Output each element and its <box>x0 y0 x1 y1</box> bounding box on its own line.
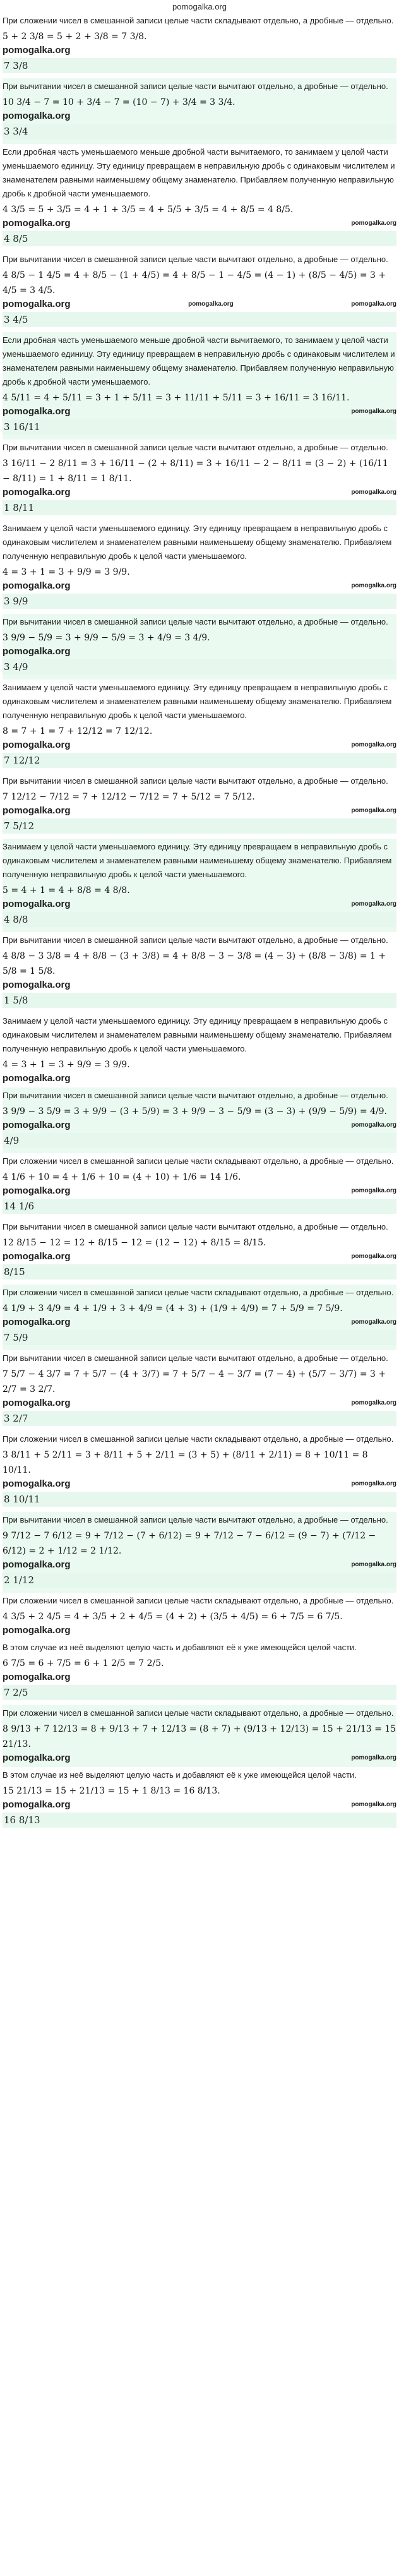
explanation-text: При сложении чисел в смешанной записи целые части складывают отдельно, а дробные — отдельно. <box>3 1708 394 1718</box>
watermark-text: pomogalka.org <box>351 807 396 814</box>
math-expression: 4 8/8 − 3 3/8 = 4 + 8/8 − (3 + 3/8) = 4 + 8/8 − 3 − 3/8 = (4 − 3) + (8/8 − 3/8) = 1 + 5/8 = 1 5/8. <box>3 951 386 976</box>
answer-highlight: 14 1/6 <box>3 1199 396 1214</box>
watermark-text: pomogalka.org <box>351 408 396 415</box>
answer-highlight: 3 3/4 <box>3 124 396 139</box>
answer-highlight: 8 10/11 <box>3 1492 396 1507</box>
answer-highlight: 3 16/11 <box>3 419 396 434</box>
watermark-text: pomogalka.org <box>188 301 234 308</box>
watermark-row <box>3 805 396 817</box>
solution-step <box>3 520 396 614</box>
answer-highlight: 4 8/5 <box>3 231 396 246</box>
solution-step <box>3 1285 396 1350</box>
math-expression: 4 3/5 + 2 4/5 = 4 + 3/5 + 2 + 4/5 = (4 + 2) + (3/5 + 4/5) = 6 + 7/5 = 6 7/5. <box>3 1612 343 1622</box>
solution-step <box>3 440 396 520</box>
watermark-text: pomogalka.org <box>3 1120 71 1130</box>
watermark-row <box>3 298 396 311</box>
watermark-text: pomogalka.org <box>3 979 71 990</box>
watermark-text: pomogalka.org <box>3 1251 71 1262</box>
answer-highlight: 3 2/7 <box>3 1411 396 1426</box>
answer-highlight: 4 8/8 <box>3 912 396 927</box>
watermark-text: pomogalka.org <box>3 899 71 909</box>
solution-step <box>3 932 396 1013</box>
explanation-text: При вычитании чисел в смешанной записи целые части вычитают отдельно, а дробные — отдельно. <box>3 443 388 452</box>
watermark-row <box>3 739 396 752</box>
math-expression: 4 8/5 − 1 4/5 = 4 + 8/5 − (1 + 4/5) = 4 + 8/5 − 1 − 4/5 = (4 − 1) + (8/5 − 4/5) = 3 + 4/5 = 3 4/5. <box>3 270 386 296</box>
math-expression: 3 9/9 − 5/9 = 3 + 9/9 − 5/9 = 3 + 4/9 = 3 4/9. <box>3 633 210 643</box>
explanation-text: При вычитании чисел в смешанной записи целые части вычитают отдельно, а дробные — отдельно. <box>3 617 388 626</box>
solution-step <box>3 1512 396 1593</box>
watermark-text: pomogalka.org <box>3 45 71 56</box>
watermark-text: pomogalka.org <box>3 1752 71 1763</box>
explanation-text: При вычитании чисел в смешанной записи целые части вычитают отдельно, а дробные — отдельно. <box>3 1353 388 1363</box>
solution-step <box>3 78 396 144</box>
watermark-row <box>3 1478 396 1490</box>
watermark-text: pomogalka.org <box>3 1799 71 1810</box>
watermark-row <box>3 1559 396 1571</box>
solution-step <box>3 1431 396 1512</box>
watermark-row <box>3 1250 396 1263</box>
watermark-text: pomogalka.org <box>351 1801 396 1808</box>
solution-step <box>3 1350 396 1431</box>
watermark-text: pomogalka.org <box>3 1073 71 1084</box>
math-expression: 9 7/12 − 7 6/12 = 9 + 7/12 − (7 + 6/12) = 9 + 7/12 − 7 − 6/12 = (9 − 7) + (7/12 − 6/12) = 2 + 1/12 = 2 1/12. <box>3 1531 376 1556</box>
math-expression: 5 + 2 3/8 = 5 + 2 + 3/8 = 7 3/8. <box>3 32 147 42</box>
math-expression: 3 9/9 − 3 5/9 = 3 + 9/9 − (3 + 5/9) = 3 + 9/9 − 3 − 5/9 = (3 − 3) + (9/9 − 5/9) = 4/9. <box>3 1106 387 1117</box>
answer-highlight: 7 2/5 <box>3 1685 396 1700</box>
solution-step <box>3 1153 396 1219</box>
explanation-text: В этом случае из неё выделяют целую часть и добавляют её к уже имеющейся целой части. <box>3 1770 357 1780</box>
solution-content <box>0 13 399 1833</box>
watermark-text: pomogalka.org <box>3 1317 71 1327</box>
watermark-text: pomogalka.org <box>3 111 71 121</box>
math-expression: 3 16/11 − 2 8/11 = 3 + 16/11 − (2 + 8/11) = 3 + 16/11 − 2 − 8/11 = (3 − 2) + (16/11 − 8/11) = 1 + 8/11 = 1 8/11. <box>3 458 388 484</box>
explanation-text: Занимаем у целой части уменьшаемого единицу. Эту единицу превращаем в неправильную дробь с одинаковым числителем и знаменателем равными наименьшему общему знаменателю. Прибавляем полученную неправильную дробь к целой части уменьшаемого. <box>3 842 392 879</box>
explanation-text: При сложении чисел в смешанной записи целые части складывают отдельно, а дробные — отдельно. <box>3 1156 394 1166</box>
watermark-text: pomogalka.org <box>351 301 396 308</box>
explanation-text: Занимаем у целой части уменьшаемого единицу. Эту единицу превращаем в неправильную дробь с одинаковым числителем и знаменателем равными наименьшему общему знаменателю. Прибавляем полученную неправильную дробь к целой части уменьшаемого. <box>3 1016 392 1053</box>
watermark-row <box>3 1671 396 1684</box>
solution-step <box>3 13 396 78</box>
solution-step <box>3 332 396 440</box>
explanation-text: При сложении чисел в смешанной записи целые части складывают отдельно, а дробные — отдельно. <box>3 1596 394 1605</box>
watermark-text: pomogalka.org <box>351 489 396 496</box>
explanation-text: Занимаем у целой части уменьшаемого единицу. Эту единицу превращаем в неправильную дробь с одинаковым числителем и знаменателем равными наименьшему общему знаменателю. Прибавляем полученную неправильную дробь к целой части уменьшаемого. <box>3 683 392 720</box>
solution-step <box>3 614 396 680</box>
watermark-row <box>3 44 396 57</box>
solution-step <box>3 144 396 251</box>
answer-highlight: 8/15 <box>3 1264 396 1279</box>
watermark-row <box>3 1072 396 1085</box>
explanation-text: При сложении чисел в смешанной записи целые части складывают отдельно, а дробные — отдельно. <box>3 16 394 25</box>
math-expression: 6 7/5 = 6 + 7/5 = 6 + 1 2/5 = 7 2/5. <box>3 1658 164 1668</box>
math-expression: 12 8/15 − 12 = 12 + 8/15 − 12 = (12 − 12) + 8/15 = 8/15. <box>3 1238 266 1248</box>
watermark-text: pomogalka.org <box>3 805 71 816</box>
watermark-row <box>3 1185 396 1197</box>
math-expression: 4 3/5 = 5 + 3/5 = 4 + 1 + 3/5 = 4 + 5/5 + 3/5 = 4 + 8/5 = 4 8/5. <box>3 205 294 215</box>
watermark-row <box>3 645 396 658</box>
answer-highlight: 7 3/8 <box>3 58 396 73</box>
answer-highlight: 16 8/13 <box>3 1812 396 1828</box>
explanation-text: При вычитании чисел в смешанной записи целые части вычитают отдельно, а дробные — отдельно. <box>3 776 388 786</box>
watermark-text: pomogalka.org <box>3 580 71 591</box>
math-expression: 8 = 7 + 1 = 7 + 12/12 = 7 12/12. <box>3 726 153 736</box>
math-expression: 4 1/9 + 3 4/9 = 4 + 1/9 + 3 + 4/9 = (4 + 3) + (1/9 + 4/9) = 7 + 5/9 = 7 5/9. <box>3 1303 343 1314</box>
solution-step <box>3 1767 396 1833</box>
explanation-text: При вычитании чисел в смешанной записи целые части вычитают отдельно, а дробные — отдельно. <box>3 1222 388 1231</box>
watermark-row <box>3 217 396 230</box>
watermark-text: pomogalka.org <box>3 218 71 229</box>
watermark-row <box>3 898 396 911</box>
watermark-text: pomogalka.org <box>351 1319 396 1326</box>
watermark-row <box>3 979 396 991</box>
watermark-text: pomogalka.org <box>3 1672 71 1682</box>
watermark-row <box>3 580 396 592</box>
watermark-row <box>3 1624 396 1637</box>
watermark-text: pomogalka.org <box>3 646 71 657</box>
answer-highlight: 1 8/11 <box>3 500 396 515</box>
explanation-text: Занимаем у целой части уменьшаемого единицу. Эту единицу превращаем в неправильную дробь с одинаковым числителем и знаменателем равными наименьшему общему знаменателю. Прибавляем полученную неправильную дробь к целой части уменьшаемого. <box>3 524 392 561</box>
explanation-text: Если дробная часть уменьшаемого меньше дробной части вычитаемого, то занимаем у целой части уменьшаемого единицу. Эту единицу превращаем в неправильную дробь с одинаковым числителем и знаменателем равными наименьшему общему знаменателю. Прибавляем полученную неправильную дробь к дробной части уменьшаемого. <box>3 147 395 198</box>
answer-highlight: 1 5/8 <box>3 993 396 1008</box>
solution-step <box>3 680 396 773</box>
answer-highlight: 3 9/9 <box>3 594 396 609</box>
watermark-text: pomogalka.org <box>351 220 396 227</box>
explanation-text: При сложении чисел в смешанной записи целые части складывают отдельно, а дробные — отдельно. <box>3 1288 394 1297</box>
explanation-text: Если дробная часть уменьшаемого меньше дробной части вычитаемого, то занимаем у целой части уменьшаемого единицу. Эту единицу превращаем в неправильную дробь с одинаковым числителем и знаменателем равными наименьшему общему знаменателю. Прибавляем полученную неправильную дробь к дробной части уменьшаемого. <box>3 335 395 386</box>
watermark-text: pomogalka.org <box>351 741 396 748</box>
answer-highlight: 7 5/9 <box>3 1330 396 1345</box>
math-expression: 4 = 3 + 1 = 3 + 9/9 = 3 9/9. <box>3 1060 130 1070</box>
explanation-text: При вычитании чисел в смешанной записи целые части вычитают отдельно, а дробные — отдельно. <box>3 1091 388 1100</box>
math-expression: 5 = 4 + 1 = 4 + 8/8 = 4 8/8. <box>3 885 130 896</box>
watermark-text: pomogalka.org <box>3 406 71 417</box>
watermark-row <box>3 1316 396 1329</box>
watermark-text: pomogalka.org <box>351 1253 396 1260</box>
watermark-text: pomogalka.org <box>351 901 396 908</box>
watermark-row <box>3 1119 396 1132</box>
answer-highlight: 2 1/12 <box>3 1573 396 1588</box>
solution-step <box>3 1219 396 1285</box>
solution-step <box>3 1705 396 1767</box>
watermark-text: pomogalka.org <box>351 1754 396 1761</box>
watermark-text: pomogalka.org <box>3 487 71 498</box>
answer-highlight: 4/9 <box>3 1133 396 1148</box>
watermark-text: pomogalka.org <box>351 582 396 589</box>
watermark-text: pomogalka.org <box>351 1480 396 1487</box>
watermark-text: pomogalka.org <box>3 299 71 309</box>
watermark-text: pomogalka.org <box>351 1187 396 1194</box>
solution-step <box>3 839 396 932</box>
watermark-row <box>3 1397 396 1410</box>
explanation-text: При вычитании чисел в смешанной записи целые части вычитают отдельно, а дробные — отдельно. <box>3 1515 388 1525</box>
watermark-row <box>3 486 396 499</box>
math-expression: 8 9/13 + 7 12/13 = 8 + 9/13 + 7 + 12/13 = (8 + 7) + (9/13 + 12/13) = 15 + 21/13 = 15 21/13. <box>3 1724 396 1749</box>
math-expression: 4 1/6 + 10 = 4 + 1/6 + 10 = (4 + 10) + 1/6 = 14 1/6. <box>3 1172 241 1182</box>
math-expression: 7 5/7 − 4 3/7 = 7 + 5/7 − (4 + 3/7) = 7 + 5/7 − 4 − 3/7 = (7 − 4) + (5/7 − 3/7) = 3 + 2/7 = 3 2/7. <box>3 1369 386 1394</box>
explanation-text: При вычитании чисел в смешанной записи целые части вычитают отдельно, а дробные — отдельно. <box>3 935 388 945</box>
watermark-text: pomogalka.org <box>3 1478 71 1489</box>
watermark-row <box>3 405 396 418</box>
watermark-text: pomogalka.org <box>3 1398 71 1408</box>
solution-step <box>3 251 396 332</box>
watermark-text: pomogalka.org <box>351 1122 396 1129</box>
explanation-text: При вычитании чисел в смешанной записи целые части вычитают отдельно, а дробные — отдельно. <box>3 81 388 91</box>
explanation-text: При вычитании чисел в смешанной записи целые части вычитают отдельно, а дробные — отдельно. <box>3 255 388 264</box>
solution-step <box>3 773 396 839</box>
math-expression: 10 3/4 − 7 = 10 + 3/4 − 7 = (10 − 7) + 3/4 = 3 3/4. <box>3 97 235 107</box>
math-expression: 4 = 3 + 1 = 3 + 9/9 = 3 9/9. <box>3 567 130 577</box>
solution-step <box>3 1639 396 1705</box>
math-expression: 3 8/11 + 5 2/11 = 3 + 8/11 + 5 + 2/11 = (3 + 5) + (8/11 + 2/11) = 8 + 10/11 = 8 10/11. <box>3 1450 368 1475</box>
watermark-row <box>3 1752 396 1764</box>
explanation-text: В этом случае из неё выделяют целую часть и добавляют её к уже имеющейся целой части. <box>3 1643 357 1652</box>
explanation-text: При сложении чисел в смешанной записи целые части складывают отдельно, а дробные — отдельно. <box>3 1434 394 1444</box>
math-expression: 15 21/13 = 15 + 21/13 = 15 + 1 8/13 = 16 8/13. <box>3 1786 220 1796</box>
math-expression: 7 12/12 − 7/12 = 7 + 12/12 − 7/12 = 7 + 5/12 = 7 5/12. <box>3 792 255 802</box>
solution-step <box>3 1593 396 1639</box>
solution-step <box>3 1013 396 1087</box>
answer-highlight: 3 4/9 <box>3 659 396 674</box>
math-expression: 4 5/11 = 4 + 5/11 = 3 + 1 + 5/11 = 3 + 11/11 + 5/11 = 3 + 16/11 = 3 16/11. <box>3 393 350 403</box>
watermark-text: pomogalka.org <box>351 1561 396 1568</box>
answer-highlight: 7 5/12 <box>3 818 396 834</box>
watermark-text: pomogalka.org <box>3 1559 71 1570</box>
watermark-row <box>3 110 396 123</box>
answer-highlight: 3 4/5 <box>3 312 396 327</box>
watermark-text: pomogalka.org <box>3 1185 71 1196</box>
watermark-text: pomogalka.org <box>3 1625 71 1636</box>
watermark-text: pomogalka.org <box>3 740 71 750</box>
watermark-row <box>3 1799 396 1811</box>
watermark-text: pomogalka.org <box>351 1399 396 1406</box>
solution-step <box>3 1087 396 1153</box>
answer-highlight: 7 12/12 <box>3 753 396 768</box>
site-header[interactable]: pomogalka.org <box>172 2 227 11</box>
